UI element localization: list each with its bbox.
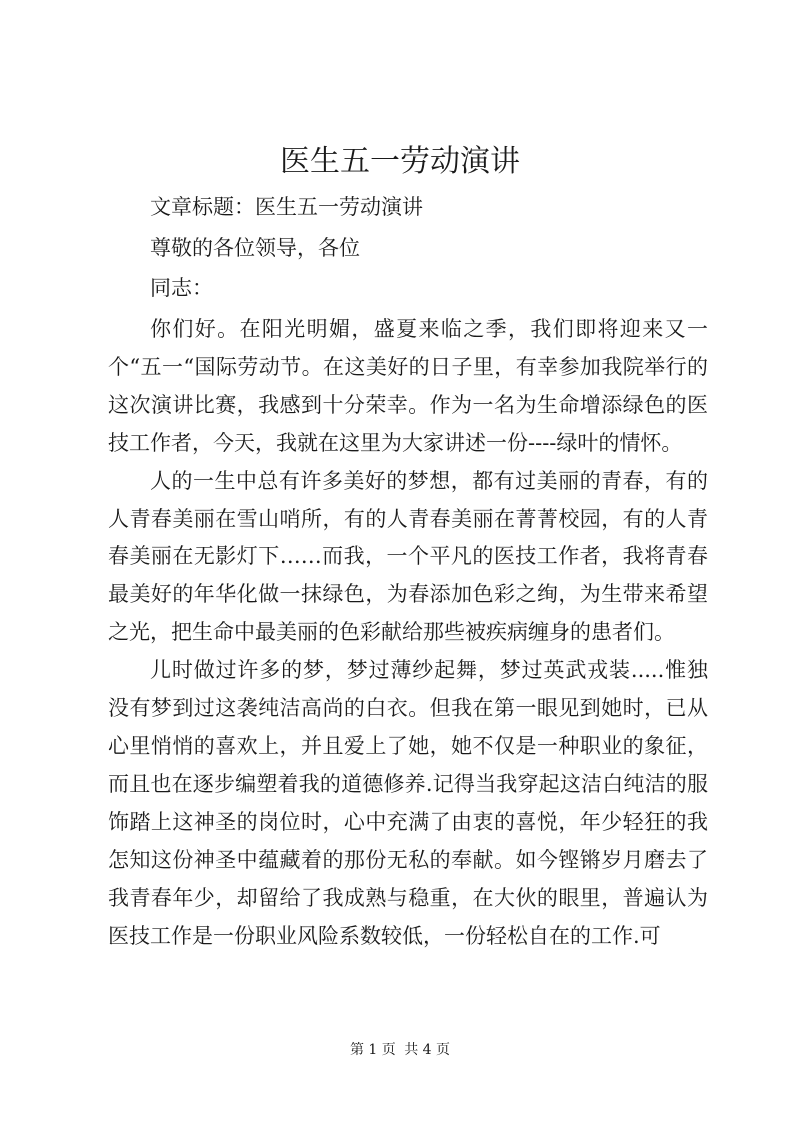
page-total: 共 4 页 bbox=[404, 1042, 451, 1058]
salutation-line: 同志： bbox=[150, 276, 213, 300]
paragraph: 人的一生中总有许多美好的梦想，都有过美丽的青春，有的人青春美丽在雪山哨所，有的人青春美丽在菁菁校园，有的人青春美丽在无影灯下……而我，一个平凡的医技工作者，我将青春最美好的年华化做一抹绿色，为春添加色彩之绚，为生带来希望之光，把生命中最美丽的色彩献给那些被疾病缠身的患者们。 bbox=[108, 468, 708, 645]
page-number: 第 1 页 bbox=[349, 1042, 396, 1058]
paragraph: 儿时做过许多的梦，梦过薄纱起舞，梦过英武戎装.....惟独没有梦到过这袭纯洁高尚的白衣。但我在第一眼见到她时，已从心里悄悄的喜欢上，并且爱上了她，她不仅是一种职业的象征，而且也在逐步编塑着我的道德修养.记得当我穿起这洁白纯洁的服饰踏上这神圣的岗位时，心中充满了由衷的喜悦，年少轻狂的我怎知这份神圣中蕴藏着的那份无私的奉献。如今铿锵岁月磨去了我青春年少，却留给了我成熟与稳重，在大伙的眼里，普遍认为医技工作是一份职业风险系数较低，一份轻松自在的工作.可 bbox=[108, 658, 708, 948]
paragraph: 你们好。在阳光明媚，盛夏来临之季，我们即将迎来又一个“五一“国际劳动节。在这美好的日子里，有幸参加我院举行的这次演讲比赛，我感到十分荣幸。作为一名为生命增添绿色的医技工作者，今天，我就在这里为大家讲述一份----绿叶的情怀。 bbox=[108, 317, 708, 455]
page-footer bbox=[0, 1040, 800, 1060]
salutation-line: 尊敬的各位领导，各位 bbox=[150, 236, 360, 260]
document-title: 医生五一劳动演讲 bbox=[280, 144, 520, 179]
article-title-line: 文章标题：医生五一劳动演讲 bbox=[150, 195, 423, 219]
document-body bbox=[108, 311, 708, 955]
